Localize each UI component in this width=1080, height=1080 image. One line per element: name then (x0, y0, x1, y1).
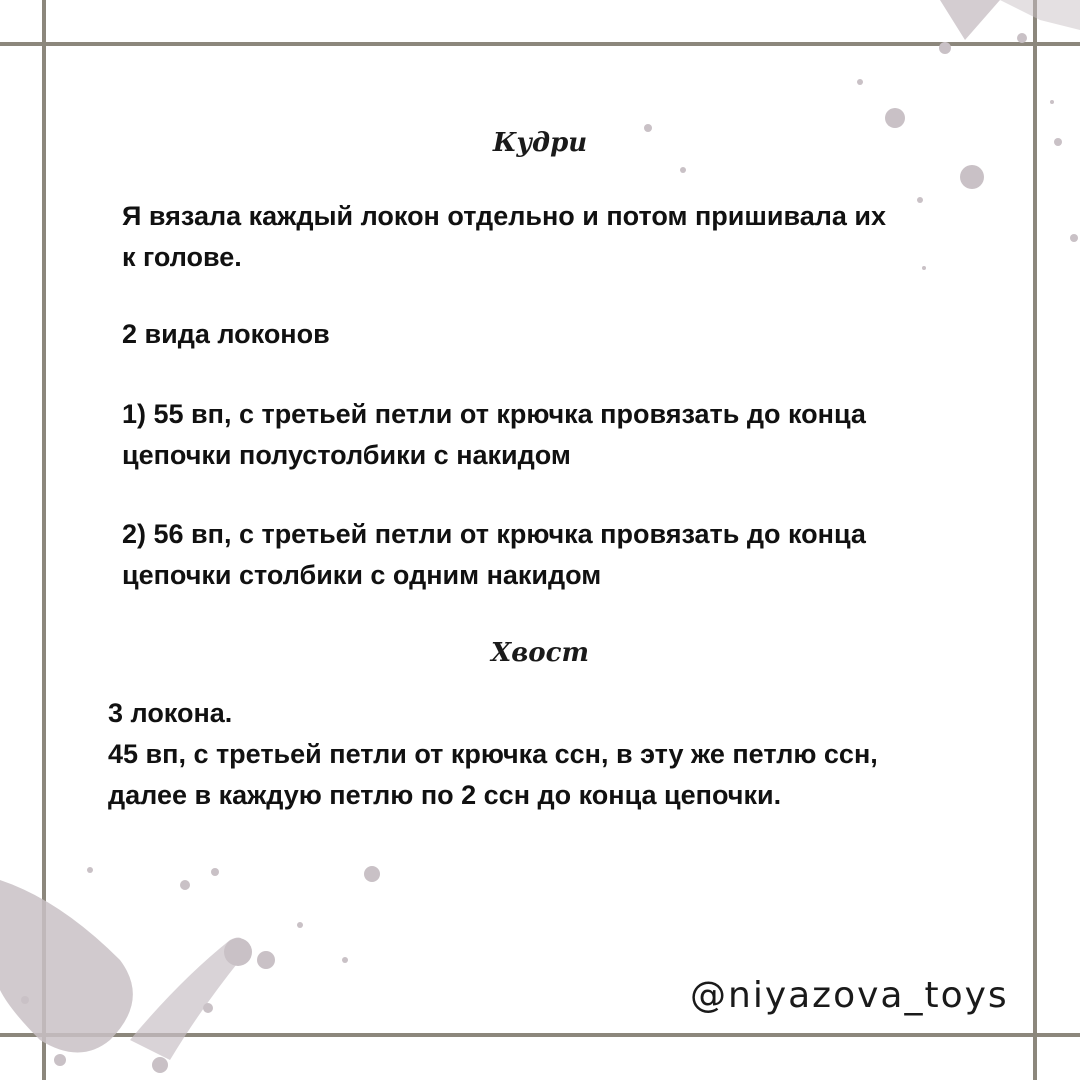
curl-type-2-line: цепочки столбики с одним накидом (122, 560, 602, 590)
curl-type-2-line: 2) 56 вп, с третьей петли от крючка провязать до конца (122, 519, 866, 549)
tail-line: 45 вп, с третьей петли от крючка ссн, в эту же петлю ссн, (108, 739, 878, 769)
tail-instructions-paragraph (108, 693, 878, 816)
curl-type-1-line: 1) 55 вп, с третьей петли от крючка провязать до конца (122, 399, 866, 429)
section-title-curls: Кудри (492, 128, 588, 158)
tail-line: далее в каждую петлю по 2 ссн до конца цепочки. (108, 780, 782, 810)
curl-type-2-paragraph (122, 514, 866, 596)
curl-type-1-line: цепочки полустолбики с накидом (122, 440, 571, 470)
frame-right-line (1033, 0, 1037, 1080)
tail-line: 3 локона. (108, 698, 233, 728)
curls-intro-line: Я вязала каждый локон отдельно и потом пришивала их (122, 201, 887, 231)
section-title-tail: Хвост (491, 638, 589, 668)
instagram-handle: @niyazova_toys (690, 975, 1009, 1016)
curl-type-1-paragraph (122, 394, 866, 476)
frame-top-line (0, 42, 1080, 46)
frame-bottom-line (0, 1033, 1080, 1037)
curls-intro-line: к голове. (122, 242, 242, 272)
curl-types-heading-text: 2 вида локонов (122, 319, 330, 349)
frame-left-line (42, 0, 46, 1080)
curl-types-heading (122, 314, 330, 355)
curls-intro-paragraph (122, 196, 886, 278)
